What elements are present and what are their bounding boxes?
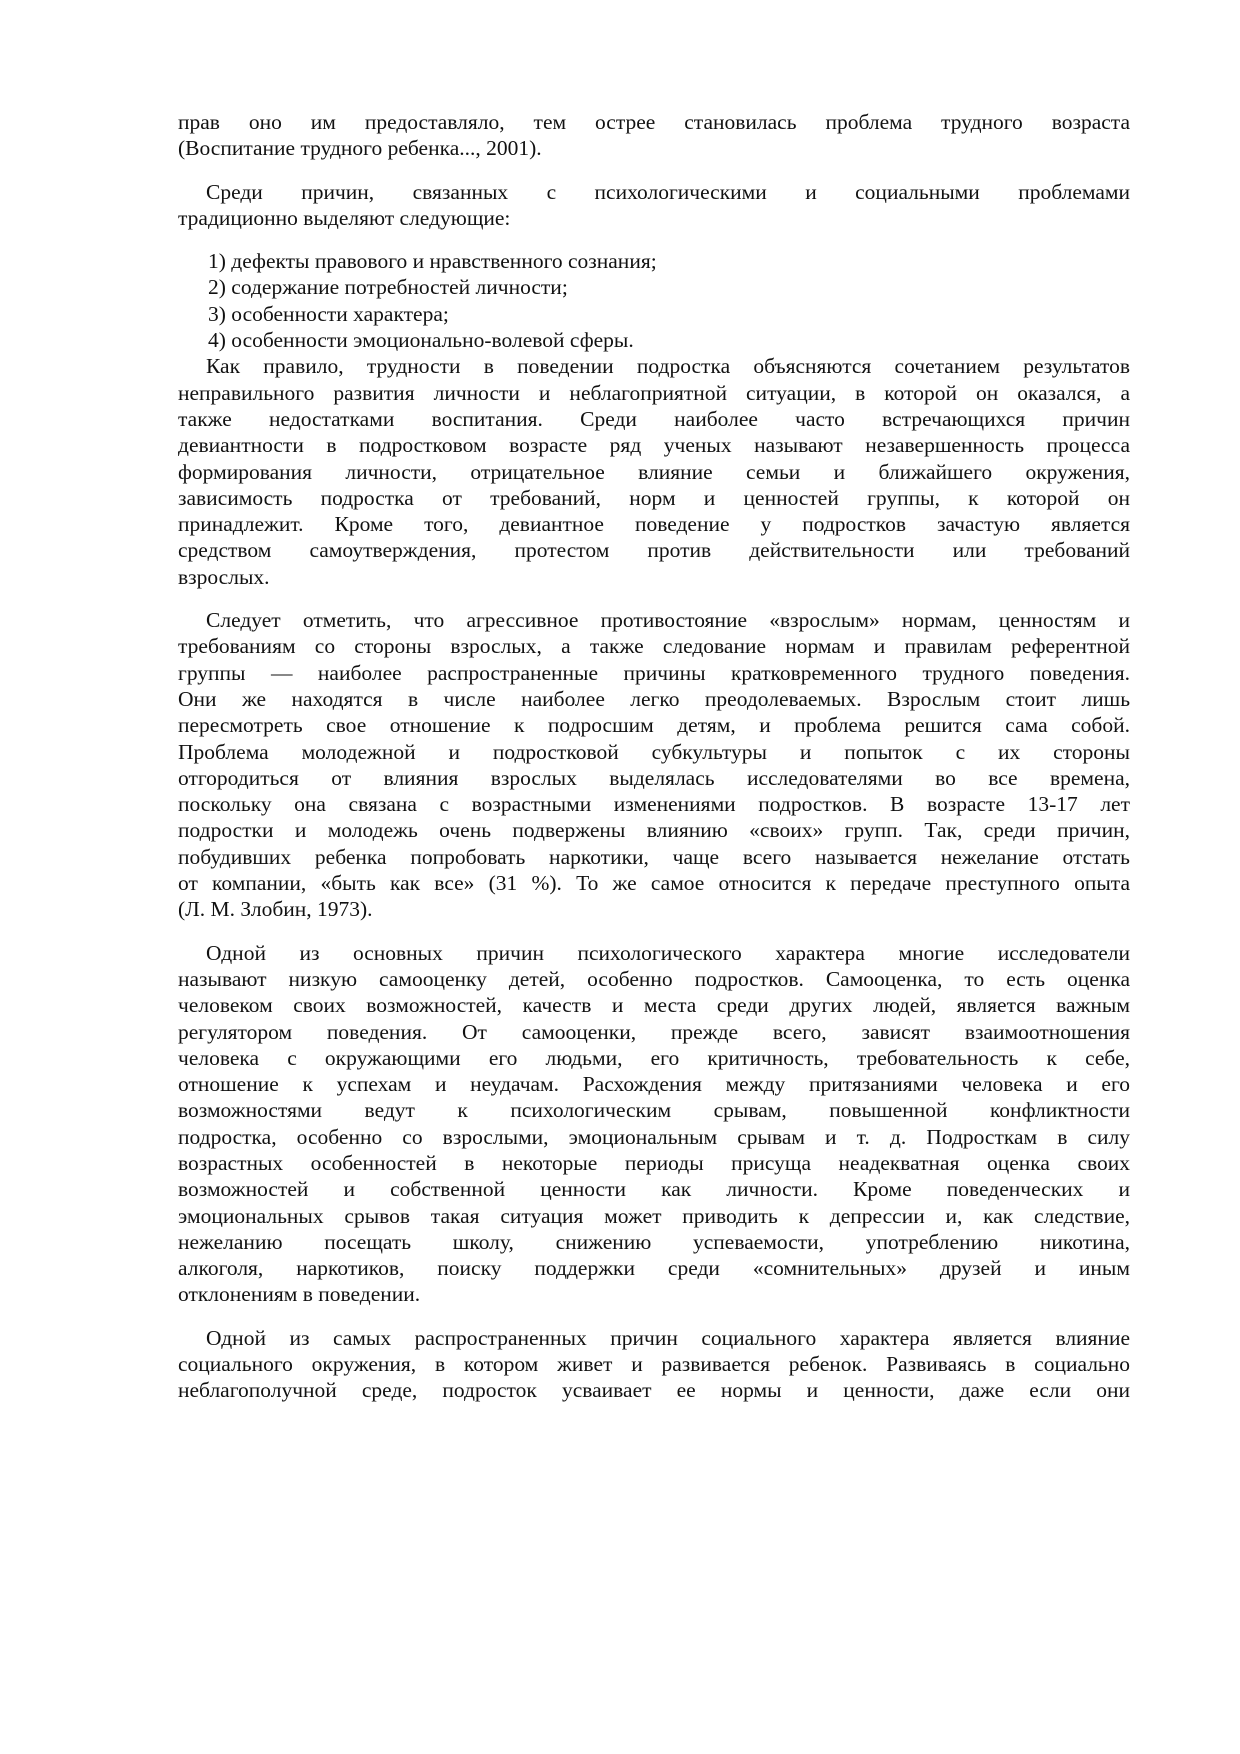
text-line: Следует отметить, что агрессивное противостояние «взрослым» нормам, ценностям и <box>206 608 1130 633</box>
text-line: подростка, особенно со взрослыми, эмоциональным срывам и т. д. Подросткам в силу <box>178 1124 1130 1149</box>
text-line: называют низкую самооценку детей, особенно подростков. Самооценка, то есть оценка <box>178 966 1130 991</box>
paragraph-6 <box>178 1325 1130 1404</box>
text-line: отклонениям в поведении. <box>178 1282 421 1307</box>
text-line: взрослых. <box>178 564 270 589</box>
text-line: от компании, «быть как все» (31 %). То же самое относится к передаче преступного опыта <box>178 871 1130 896</box>
text-line: требованиям со стороны взрослых, а также следование нормам и правилам референтной <box>178 634 1130 659</box>
text-line: отгородиться от влияния взрослых выделялась исследователями во все времена, <box>178 765 1130 790</box>
paragraph-2 <box>178 179 1130 232</box>
numbered-list <box>178 248 1130 353</box>
text-line: Среди причин, связанных с психологическими и социальными проблемами <box>206 179 1130 204</box>
text-line: неправильного развития личности и неблагоприятной ситуации, в которой он оказался, а <box>178 380 1130 405</box>
text-line: возможностями ведут к психологическим срывам, повышенной конфликтности <box>178 1098 1130 1123</box>
text-line: формирования личности, отрицательное влияние семьи и ближайшего окружения, <box>178 459 1130 484</box>
document-page <box>178 109 1130 1404</box>
text-line: группы — наиболее распространенные причины кратковременного трудного поведения. <box>178 660 1130 685</box>
text-line: также недостатками воспитания. Среди наиболее часто встречающихся причин <box>178 406 1130 431</box>
text-line: традиционно выделяют следующие: <box>178 205 511 230</box>
text-line: прав оно им предоставляло, тем острее становилась проблема трудного возраста <box>178 110 1130 134</box>
text-line: неблагополучной среде, подросток усваивает ее нормы и ценности, даже если они <box>178 1378 1130 1403</box>
text-line: нежеланию посещать школу, снижению успеваемости, употреблению никотина, <box>178 1229 1130 1254</box>
text-line: социального окружения, в котором живет и развивается ребенок. Развиваясь в социально <box>178 1352 1130 1377</box>
text-line: побудивших ребенка попробовать наркотики, чаще всего называется нежелание отстать <box>178 844 1130 869</box>
text-line: Они же находятся в числе наиболее легко преодолеваемых. Взрослым стоит лишь <box>178 686 1130 711</box>
text-line: Одной из самых распространенных причин социального характера является влияние <box>206 1325 1130 1350</box>
text-line: Как правило, трудности в поведении подростка объясняются сочетанием результатов <box>206 354 1130 379</box>
paragraph-4 <box>178 607 1130 923</box>
text-line: принадлежит. Кроме того, девиантное поведение у подростков зачастую является <box>178 512 1130 537</box>
text-line: алкоголя, наркотиков, поиску поддержки среди «сомнительных» друзей и иным <box>178 1256 1130 1281</box>
list-item: 4) особенности эмоционально-волевой сферы. <box>208 328 634 353</box>
paragraph-gap <box>178 1308 1130 1325</box>
paragraph-5 <box>178 940 1130 1308</box>
text-line: (Воспитание трудного ребенка..., 2001). <box>178 136 542 161</box>
text-line: отношение к успехам и неудачам. Расхождения между притязаниями человека и его <box>178 1072 1130 1097</box>
text-line: поскольку она связана с возрастными изменениями подростков. В возрасте 13-17 лет <box>178 792 1130 817</box>
paragraph-gap <box>178 162 1130 179</box>
text-line: средством самоутверждения, протестом против действительности или требований <box>178 538 1130 563</box>
text-line: (Л. М. Злобин, 1973). <box>178 897 373 922</box>
paragraph-1 <box>178 109 1130 162</box>
text-line: Проблема молодежной и подростковой субкультуры и попыток с их стороны <box>178 739 1130 764</box>
text-line: Одной из основных причин психологического характера многие исследователи <box>206 940 1130 965</box>
text-line: эмоциональных срывов такая ситуация может приводить к депрессии и, как следствие, <box>178 1203 1130 1228</box>
text-line: девиантности в подростковом возрасте ряд ученых называют незавершенность процесса <box>178 433 1130 458</box>
text-line: регулятором поведения. От самооценки, прежде всего, зависят взаимоотношения <box>178 1019 1130 1044</box>
list-item: 3) особенности характера; <box>208 301 449 326</box>
text-line: человеком своих возможностей, качеств и места среди других людей, является важным <box>178 993 1130 1018</box>
paragraph-gap <box>178 923 1130 940</box>
text-line: возможностей и собственной ценности как личности. Кроме поведенческих и <box>178 1177 1130 1202</box>
paragraph-3 <box>178 353 1130 590</box>
paragraph-gap <box>178 231 1130 248</box>
list-item: 1) дефекты правового и нравственного сознания; <box>208 249 657 274</box>
paragraph-gap <box>178 590 1130 607</box>
text-line: зависимость подростка от требований, норм и ценностей группы, к которой он <box>178 485 1130 510</box>
text-line: подростки и молодежь очень подвержены влиянию «своих» групп. Так, среди причин, <box>178 818 1130 843</box>
text-line: возрастных особенностей в некоторые периоды присуща неадекватная оценка своих <box>178 1150 1130 1175</box>
list-item: 2) содержание потребностей личности; <box>208 275 568 300</box>
text-line: пересмотреть свое отношение к подросшим детям, и проблема решится сама собой. <box>178 713 1130 738</box>
text-line: человека с окружающими его людьми, его критичность, требовательность к себе, <box>178 1045 1130 1070</box>
